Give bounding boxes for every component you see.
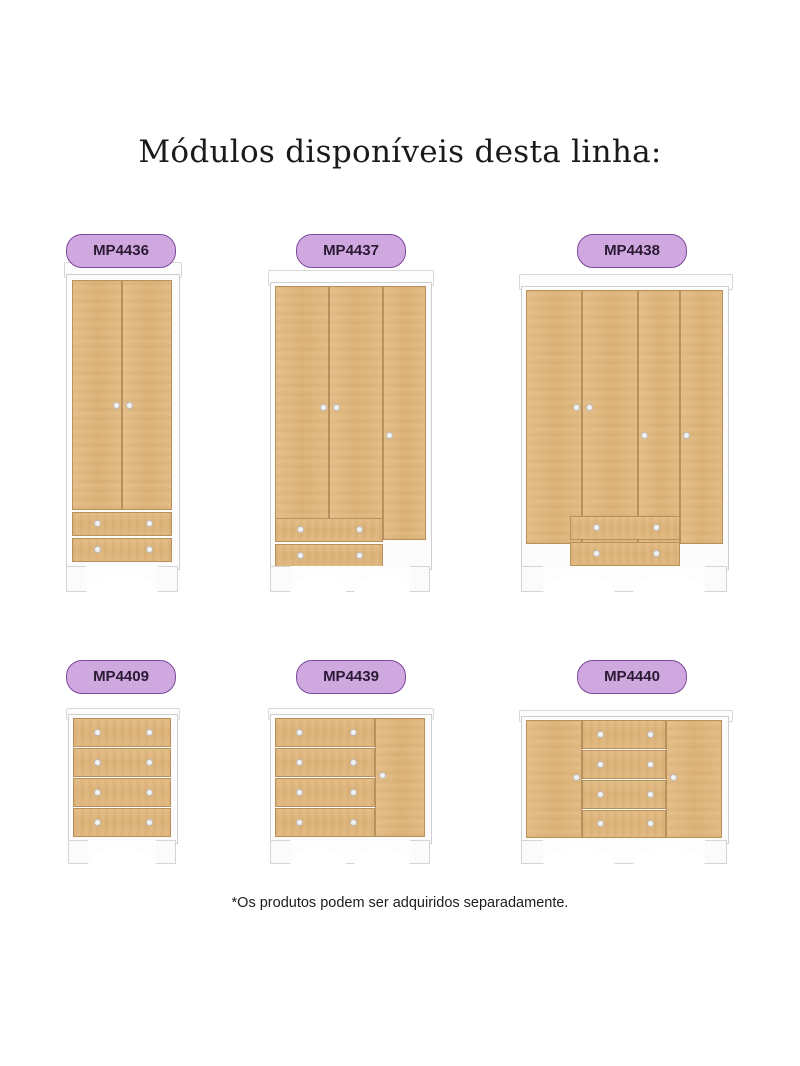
mp4440-knob-door-left[interactable] <box>573 774 580 781</box>
module-mp4409[interactable] <box>60 700 184 870</box>
mp4438-knob-door-2[interactable] <box>586 404 593 411</box>
mp4440-knob-3b[interactable] <box>647 791 654 798</box>
mp4436-knob-drawer-1a[interactable] <box>94 520 101 527</box>
mp4438-knob-drawer-2b[interactable] <box>653 550 660 557</box>
mp4438-leg-left <box>521 566 543 592</box>
mp4437-leg-left <box>270 566 290 592</box>
mp4409-drawer-1[interactable] <box>73 718 171 747</box>
mp4438-knob-drawer-1b[interactable] <box>653 524 660 531</box>
mp4437-door-center[interactable] <box>329 286 383 540</box>
mp4436-knob-door-right[interactable] <box>126 402 133 409</box>
mp4440-knob-door-right[interactable] <box>670 774 677 781</box>
mp4409-knob-4a[interactable] <box>94 819 101 826</box>
mp4437-knob-door-left[interactable] <box>320 404 327 411</box>
mp4440-knob-4a[interactable] <box>597 820 604 827</box>
mp4409-knob-2b[interactable] <box>146 759 153 766</box>
mp4439-knob-4a[interactable] <box>296 819 303 826</box>
mp4436-drawer-2[interactable] <box>72 538 172 562</box>
mp4436-knob-drawer-2b[interactable] <box>146 546 153 553</box>
mp4440-leg-right <box>705 840 727 864</box>
mp4409-drawer-4[interactable] <box>73 808 171 837</box>
mp4409-knob-2a[interactable] <box>94 759 101 766</box>
mp4440-knob-2a[interactable] <box>597 761 604 768</box>
mp4440-knob-4b[interactable] <box>647 820 654 827</box>
mp4439-knob-door[interactable] <box>379 772 386 779</box>
mp4440-leg-left <box>521 840 543 864</box>
mp4440-knob-2b[interactable] <box>647 761 654 768</box>
mp4436-knob-drawer-1b[interactable] <box>146 520 153 527</box>
mp4438-knob-door-4[interactable] <box>683 432 690 439</box>
module-mp4437[interactable] <box>264 262 436 594</box>
mp4438-knob-door-3[interactable] <box>641 432 648 439</box>
mp4438-drawer-2[interactable] <box>570 542 680 566</box>
mp4437-door-left[interactable] <box>275 286 329 540</box>
mp4438-knob-drawer-1a[interactable] <box>593 524 600 531</box>
mp4438-door-1[interactable] <box>526 290 582 544</box>
mp4437-knob-drawer-1b[interactable] <box>356 526 363 533</box>
module-mp4440[interactable] <box>515 700 733 870</box>
mp4436-knob-drawer-2a[interactable] <box>94 546 101 553</box>
mp4439-drawer-2[interactable] <box>275 748 375 777</box>
mp4436-door-left[interactable] <box>72 280 122 510</box>
mp4439-knob-3b[interactable] <box>350 789 357 796</box>
page-title: Módulos disponíveis desta linha: <box>138 134 662 170</box>
mp4440-knob-1b[interactable] <box>647 731 654 738</box>
badge-mp4409: MP4409 <box>66 660 176 694</box>
module-mp4439[interactable] <box>264 700 436 870</box>
badge-mp4436: MP4436 <box>66 234 176 268</box>
mp4409-drawer-3[interactable] <box>73 778 171 807</box>
badge-mp4437: MP4437 <box>296 234 406 268</box>
mp4438-door-3[interactable] <box>638 290 680 544</box>
mp4409-drawer-2[interactable] <box>73 748 171 777</box>
mp4436-drawer-1[interactable] <box>72 512 172 536</box>
mp4439-knob-4b[interactable] <box>350 819 357 826</box>
mp4440-knob-1a[interactable] <box>597 731 604 738</box>
mp4409-knob-3a[interactable] <box>94 789 101 796</box>
mp4439-drawer-3[interactable] <box>275 778 375 807</box>
mp4437-drawer-1[interactable] <box>275 518 383 542</box>
badge-mp4440: MP4440 <box>577 660 687 694</box>
mp4438-door-2[interactable] <box>582 290 638 544</box>
mp4409-leg-left <box>68 840 88 864</box>
mp4439-drawer-4[interactable] <box>275 808 375 837</box>
disclaimer-note: *Os produtos podem ser adquiridos separadamente. <box>231 895 569 911</box>
mp4409-leg-right <box>156 840 176 864</box>
mp4409-knob-4b[interactable] <box>146 819 153 826</box>
mp4436-leg-right <box>158 566 178 592</box>
mp4437-knob-drawer-1a[interactable] <box>297 526 304 533</box>
mp4437-knob-drawer-2b[interactable] <box>356 552 363 559</box>
mp4437-leg-right <box>410 566 430 592</box>
mp4438-door-4[interactable] <box>680 290 723 544</box>
mp4438-knob-drawer-2a[interactable] <box>593 550 600 557</box>
mp4439-knob-2b[interactable] <box>350 759 357 766</box>
mp4439-drawer-1[interactable] <box>275 718 375 747</box>
mp4437-door-right[interactable] <box>383 286 426 540</box>
badge-mp4439: MP4439 <box>296 660 406 694</box>
mp4438-leg-right <box>705 566 727 592</box>
mp4409-knob-3b[interactable] <box>146 789 153 796</box>
mp4438-knob-door-1[interactable] <box>573 404 580 411</box>
mp4439-knob-2a[interactable] <box>296 759 303 766</box>
mp4437-knob-drawer-2a[interactable] <box>297 552 304 559</box>
mp4439-leg-left <box>270 840 290 864</box>
mp4436-knob-door-left[interactable] <box>113 402 120 409</box>
mp4437-knob-door-right[interactable] <box>386 432 393 439</box>
mp4409-knob-1b[interactable] <box>146 729 153 736</box>
mp4439-knob-1a[interactable] <box>296 729 303 736</box>
mp4437-drawer-2[interactable] <box>275 544 383 568</box>
mp4439-leg-right <box>410 840 430 864</box>
mp4409-knob-1a[interactable] <box>94 729 101 736</box>
mp4436-leg-left <box>66 566 86 592</box>
badge-mp4438: MP4438 <box>577 234 687 268</box>
mp4436-door-right[interactable] <box>122 280 172 510</box>
module-mp4438[interactable] <box>515 262 733 594</box>
mp4438-drawer-1[interactable] <box>570 516 680 540</box>
mp4439-knob-3a[interactable] <box>296 789 303 796</box>
mp4439-knob-1b[interactable] <box>350 729 357 736</box>
mp4440-knob-3a[interactable] <box>597 791 604 798</box>
mp4437-knob-door-center[interactable] <box>333 404 340 411</box>
module-mp4436[interactable] <box>60 262 184 594</box>
